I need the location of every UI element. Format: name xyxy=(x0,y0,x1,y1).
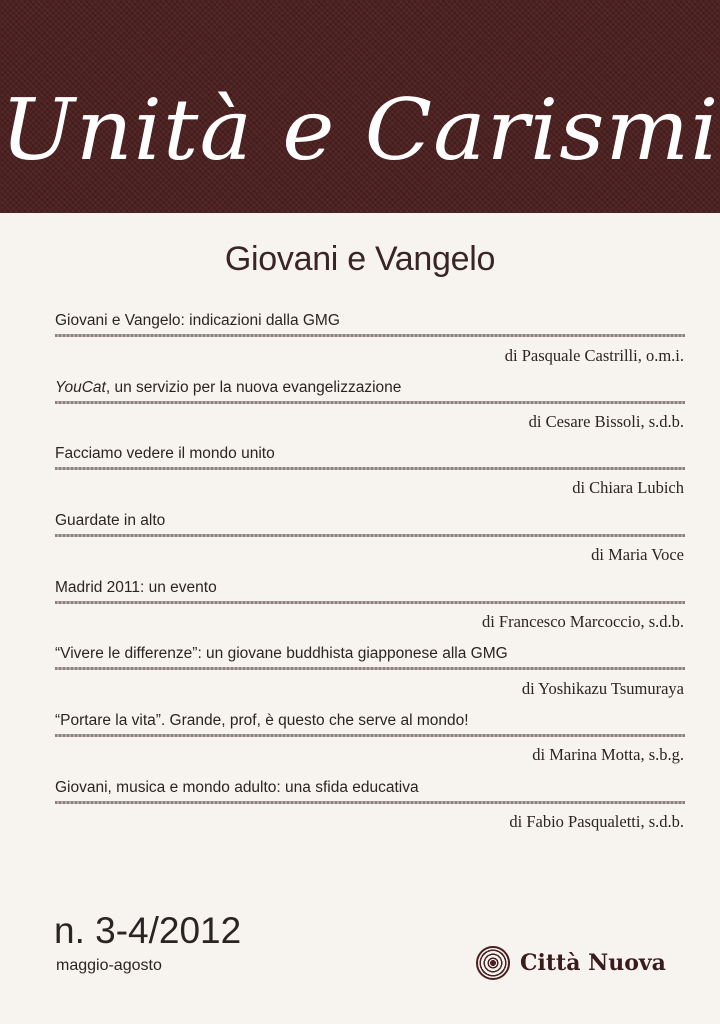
toc-entry-title xyxy=(55,379,401,397)
toc-entry-title-italic: YouCat xyxy=(55,379,106,396)
toc-entry-author: di Chiara Lubich xyxy=(572,478,684,497)
toc-entry-title-rest: , un servizio per la nuova evangelizzazione xyxy=(105,379,402,396)
toc-entry-title: Giovani e Vangelo: indicazioni dalla GMG xyxy=(55,312,340,329)
toc-entry-author: di Marina Motta, s.b.g. xyxy=(532,745,684,764)
publisher-logo-icon xyxy=(476,946,510,980)
journal-title: Unità e Carismi xyxy=(0,81,720,179)
toc-entry-title: Guardate in alto xyxy=(55,512,166,529)
issue-number: n. 3-4/2012 xyxy=(54,910,242,951)
toc-entry-title: “Portare la vita”. Grande, prof, è questo che serve al mondo! xyxy=(55,712,469,729)
issue-period: maggio-agosto xyxy=(56,957,162,974)
toc-divider xyxy=(55,667,685,670)
toc-divider xyxy=(55,534,685,537)
toc-entry-title: Madrid 2011: un evento xyxy=(55,579,217,596)
toc-divider xyxy=(55,334,685,337)
toc-divider xyxy=(55,467,685,470)
toc-entry-title: Facciamo vedere il mondo unito xyxy=(55,445,275,462)
toc-entry-author: di Cesare Bissoli, s.d.b. xyxy=(528,412,684,431)
toc-entry-title: Giovani, musica e mondo adulto: una sfida educativa xyxy=(55,779,419,796)
toc-entry-author: di Fabio Pasqualetti, s.d.b. xyxy=(509,812,684,831)
toc-entry-author: di Yoshikazu Tsumuraya xyxy=(521,679,684,698)
toc-divider xyxy=(55,801,685,804)
toc-divider xyxy=(55,734,685,737)
toc-divider xyxy=(55,601,685,604)
toc-entry-author: di Pasquale Castrilli, o.m.i. xyxy=(504,346,684,365)
publisher-name: Città Nuova xyxy=(520,950,666,976)
toc-divider xyxy=(55,401,685,404)
issue-theme-title: Giovani e Vangelo xyxy=(224,240,496,278)
toc-entry-title: “Vivere le differenze”: un giovane buddhista giapponese alla GMG xyxy=(55,645,508,662)
publisher-mark xyxy=(476,946,666,980)
toc-entry-author: di Francesco Marcoccio, s.d.b. xyxy=(481,612,684,631)
toc-entry-author: di Maria Voce xyxy=(591,545,684,564)
masthead-banner xyxy=(0,0,720,213)
